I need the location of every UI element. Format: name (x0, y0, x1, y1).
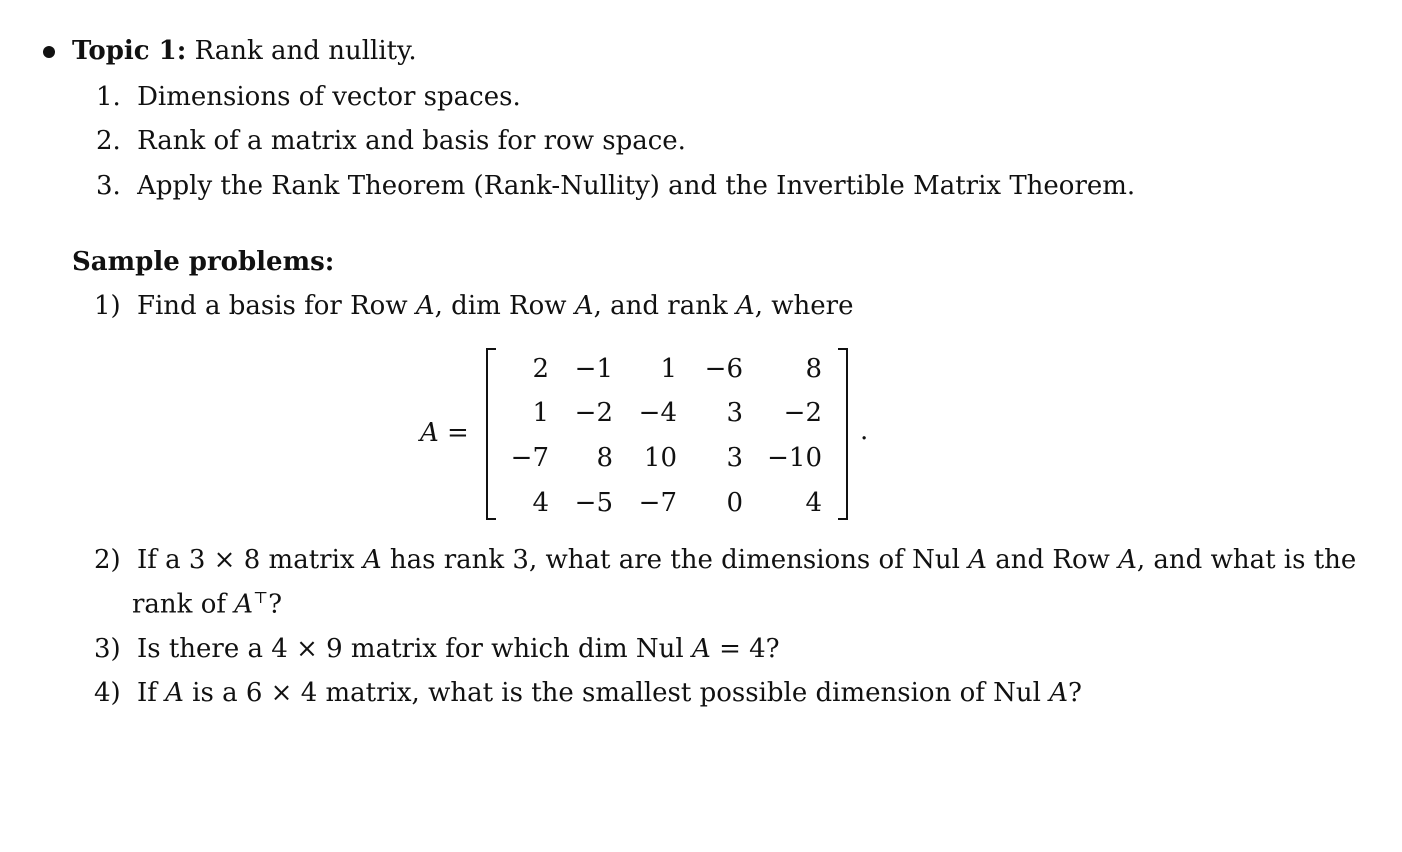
topic-label: Topic 1: (72, 36, 187, 66)
topic-item (96, 173, 1135, 199)
problem-text: , and what is the (1136, 545, 1357, 575)
problem-number: 4) (94, 678, 121, 708)
problem-text: If a 3 × 8 matrix (136, 545, 355, 575)
math-var: A (1118, 545, 1137, 575)
math-var: A (234, 589, 254, 620)
problem-text: Find a basis for Row (136, 291, 408, 321)
problem-4 (94, 680, 1082, 706)
bullet-icon (43, 46, 55, 58)
problem-number: 1) (94, 291, 121, 321)
topic-item (96, 128, 686, 154)
topic-item-number: 1. (96, 82, 121, 112)
matrix-label (420, 420, 469, 446)
math-var: A (362, 545, 382, 575)
problem-text: and Row (995, 545, 1110, 575)
matrix-cell: 0 (726, 488, 743, 518)
matrix (486, 348, 848, 520)
topic-item-text: Apply the Rank Theorem (Rank-Nullity) and the Invertible Matrix Theorem. (137, 171, 1136, 201)
problem-1 (94, 293, 854, 319)
problem-text: rank of (132, 589, 226, 620)
matrix-cell: 1 (532, 398, 549, 428)
topic-heading (72, 38, 417, 64)
problem-text: If (136, 678, 157, 708)
matrix-cell: −7 (638, 488, 677, 518)
problem-2-line-2 (132, 590, 282, 618)
topic-item-text: Rank of a matrix and basis for row space. (137, 126, 686, 156)
matrix-cell: −2 (783, 398, 822, 428)
math-var: A (420, 418, 439, 448)
problem-text: Is there a 4 × 9 matrix for which dim Nul (136, 634, 684, 664)
matrix-cell: 2 (532, 354, 549, 384)
matrix-cell: 10 (643, 443, 677, 473)
math-var: A (165, 678, 184, 708)
matrix-period: . (860, 416, 869, 446)
matrix-cell: 8 (805, 354, 822, 384)
math-var: A (968, 545, 987, 575)
matrix-cell: 4 (532, 488, 549, 518)
matrix-cell: 1 (660, 354, 677, 384)
problem-text: is a 6 × 4 matrix, what is the smallest possible dimension of Nul (192, 678, 1041, 708)
transpose-symbol: ⊤ (253, 588, 269, 607)
matrix-cell: 8 (596, 443, 613, 473)
matrix-cell: 3 (726, 398, 743, 428)
problem-number: 3) (94, 634, 121, 664)
matrix-cell: −5 (574, 488, 613, 518)
problem-2-line-1 (94, 547, 1356, 573)
problem-text: , where (754, 291, 854, 321)
math-var: A (415, 291, 435, 321)
sample-heading-text: Sample problems: (72, 247, 335, 277)
matrix-cell: −10 (767, 443, 822, 473)
problem-text: has rank 3, what are the dimensions of Nul (389, 545, 960, 575)
matrix-cell: −7 (510, 443, 549, 473)
problem-3 (94, 636, 780, 662)
right-bracket (838, 348, 848, 520)
math-var: A (692, 634, 711, 664)
problem-number: 2) (94, 545, 121, 575)
problem-text: ? (268, 589, 283, 620)
matrix-cell: −2 (574, 398, 613, 428)
topic-item-text: Dimensions of vector spaces. (137, 82, 521, 112)
sample-heading (72, 249, 334, 275)
topic-title: Rank and nullity. (194, 36, 417, 66)
matrix-cell: −6 (704, 354, 743, 384)
problem-text: ? (1068, 678, 1082, 708)
math-var: A (735, 291, 755, 321)
matrix-cell: 3 (726, 443, 743, 473)
equals-sign: = (447, 418, 469, 448)
topic-item-number: 3. (96, 171, 121, 201)
problem-text: = 4? (719, 634, 780, 664)
matrix-cell: −1 (574, 354, 613, 384)
topic-item (96, 84, 521, 110)
matrix-cell: −4 (638, 398, 677, 428)
problem-text: , dim Row (434, 291, 567, 321)
matrix-cell: 4 (805, 488, 822, 518)
math-var: A (1049, 678, 1068, 708)
problem-text: , and rank (593, 291, 728, 321)
topic-item-number: 2. (96, 126, 121, 156)
math-var: A (574, 291, 594, 321)
